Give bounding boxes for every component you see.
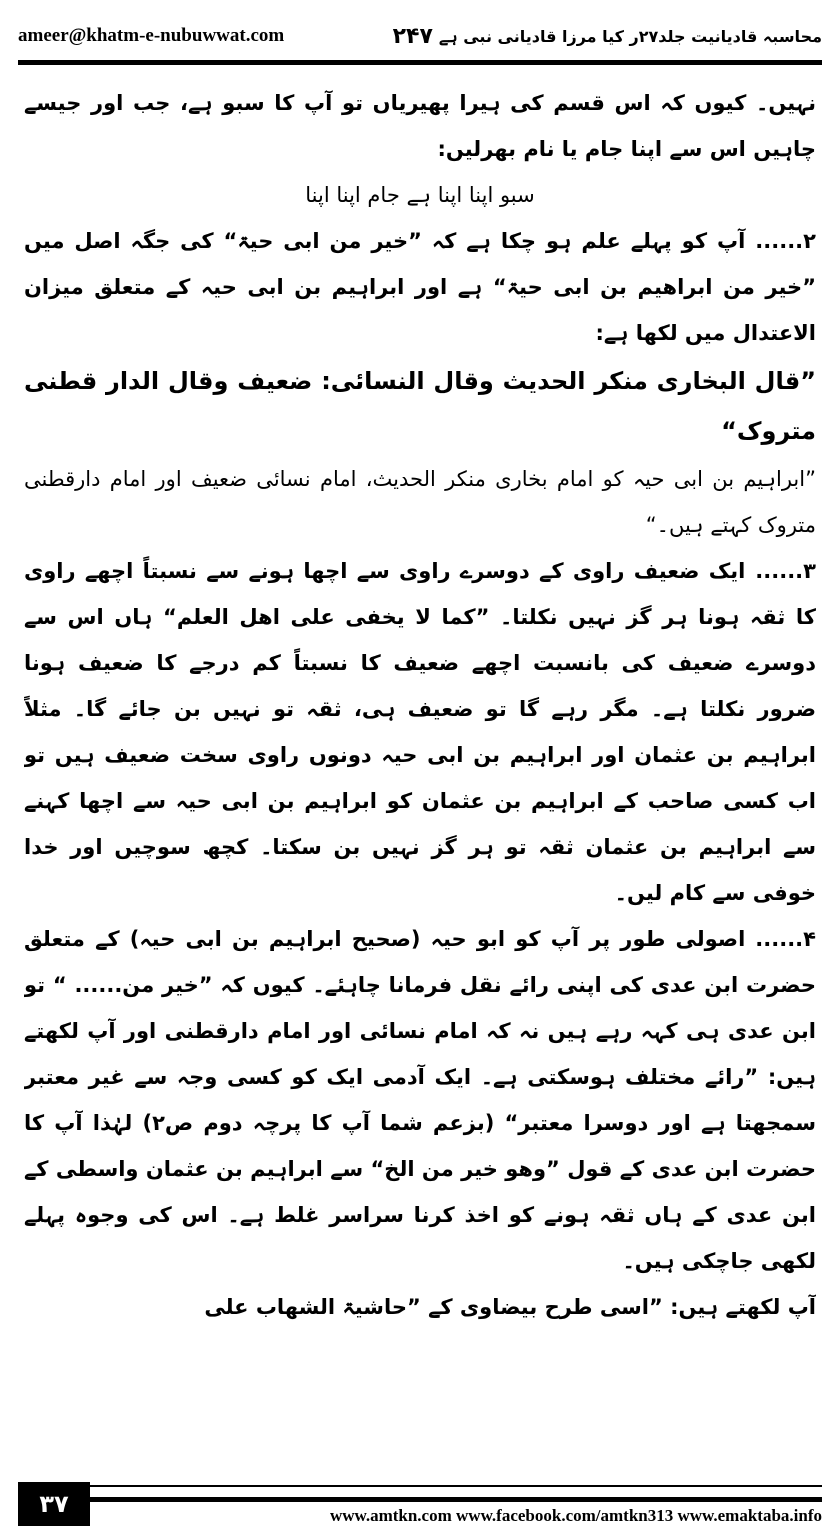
footer-rule (90, 1485, 822, 1502)
verse: سبو اپنا اپنا ہے جام اپنا اپنا (305, 183, 535, 207)
footer-right (90, 1485, 822, 1526)
header-email: ameer@khatm-e-nubuwwat.com (18, 25, 285, 46)
header-page-number: ۲۴۷ (392, 23, 433, 49)
paragraph-4-text: اصولی طور پر آپ کو ابو حیہ (صحیح ابراہیم بن ابی حیہ) کے متعلق حضرت ابن عدی کی اپنی رائے نقل فرمانا چاہئے۔ کیوں کہ ”خیر من...... “ تو ابن عدی ہی کہہ رہے ہیں نہ کہ امام نسائی اور امام دارقطنی اور آپ لکھتے ہیں: ”رائے مختلف ہوسکتی ہے۔ ایک آدمی ایک کو کسی وجہ سے غیر معتبر سمجھتا ہے اور دوسرا معتبر“ (بزعم شما آپ کا پرچہ دوم ص۲) لہٰذا آپ کا حضرت ابن عدی کے قول ”وھو خیر من الخ“ سے ابراہیم بن عثمان واسطی کے ابن عدی کے ہاں ثقہ ہونے کو اخذ کرنا سراسر غلط ہے۔ اس کی وجوہ پہلے لکھی جاچکی ہیں۔ (24, 927, 816, 1273)
item-number-4: ۴...... (755, 927, 816, 951)
paragraph-3 (24, 548, 816, 916)
paragraph-4 (24, 916, 816, 1284)
page-header (18, 18, 822, 54)
arabic-quote: ”قال البخاری منکر الحدیث وقال النسائی: ضعیف وقال الدار قطنی متروک“ (24, 367, 816, 445)
header-rule (18, 60, 822, 65)
quote-translation: ”ابراہیم بن ابی حیہ کو امام بخاری منکر الحدیث، امام نسائی ضعیف اور امام دارقطنی متروک کہتے ہیں۔“ (24, 467, 816, 537)
footer-page-number: ۳۷ (18, 1482, 90, 1526)
page-body (24, 80, 816, 1460)
footer-urls: www.amtkn.com www.facebook.com/amtkn313 www.emaktaba.info (329, 1506, 822, 1525)
page-footer (18, 1476, 822, 1526)
paragraph-3-text: ایک ضعیف راوی کے دوسرے راوی سے اچھا ہونے سے نسبتاً اچھے راوی کا ثقہ ہونا ہر گز نہیں نکلتا۔ ”کما لا یخفی علی اھل العلم“ ہاں اس سے دوسرے ضعیف کی بانسبت اچھے ضعیف کا نسبتاً کم درجے کا ضعیف ہونا ضرور نکلتا ہے۔ مگر رہے گا تو ضعیف ہی، ثقہ تو نہیں بن جائے گا۔ مثلاً ابراہیم بن عثمان اور ابراہیم بن ابی حیہ دونوں راوی سخت ضعیف ہیں تو اب کسی صاحب کے ابراہیم بن عثمان کو ابراہیم بن ابی حیہ سے اچھا کہنے سے ابراہیم بن عثمان ثقہ تو ہر گز نہیں بن سکتا۔ کچھ سوچیں اور خدا خوفی سے کام لیں۔ (24, 559, 816, 905)
paragraph-2 (24, 218, 816, 356)
paragraph-intro: نہیں۔ کیوں کہ اس قسم کی ہیرا پھیریاں تو آپ کا سبو ہے، جب اور جیسے چاہیں اس سے اپنا جام یا نام بھرلیں: (24, 91, 816, 161)
paragraph-5: آپ لکھتے ہیں: ”اسی طرح بیضاوی کے ”حاشیۃ الشھاب علی (204, 1295, 816, 1319)
paragraph-2-text: آپ کو پہلے علم ہو چکا ہے کہ ”خیر من ابی حیۃ“ کی جگہ اصل میں ”خیر من ابراھیم بن ابی حیۃ“ ہے اور ابراہیم بن ابی حیہ کے متعلق میزان الاعتدال میں لکھا ہے: (24, 229, 816, 345)
item-number-2: ۲...... (755, 229, 816, 253)
item-number-3: ۳...... (755, 559, 816, 583)
running-head (393, 24, 822, 49)
running-title: محاسبہ قادیانیت جلد۲۷ر کیا مرزا قادیانی نبی ہے (438, 26, 822, 46)
